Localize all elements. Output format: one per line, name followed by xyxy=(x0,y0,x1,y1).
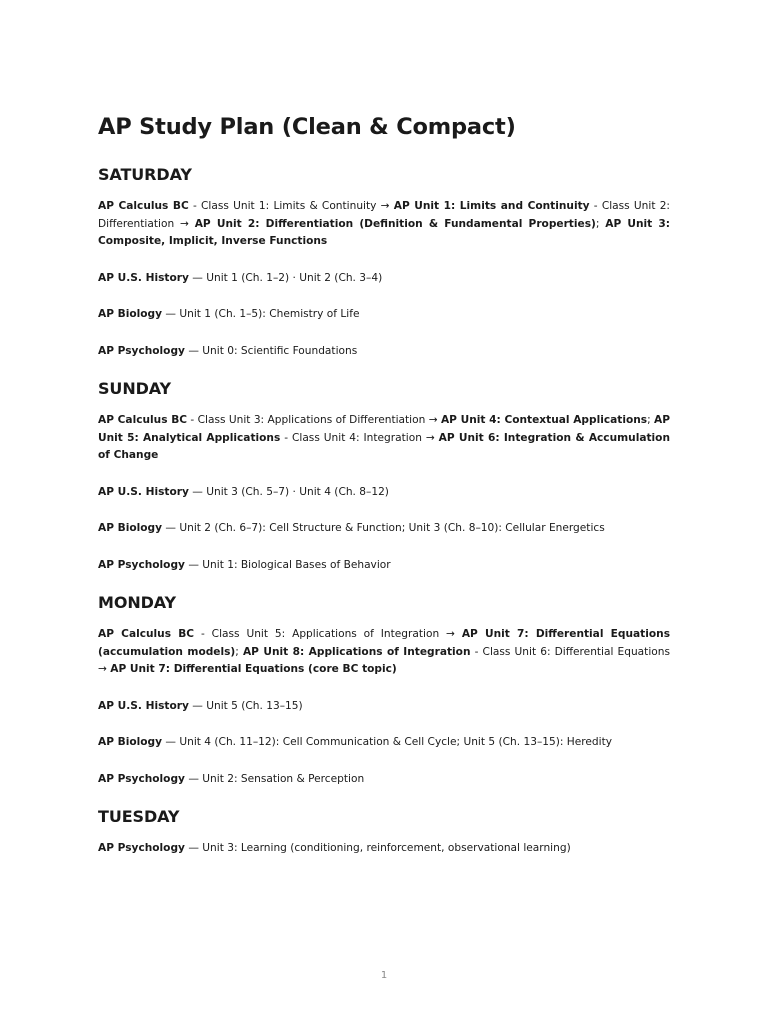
entry-bold-text: AP Unit 6: Integration & Accumulation of Change xyxy=(98,431,670,461)
day-heading: MONDAY xyxy=(98,593,177,612)
entry-bold-text: AP Psychology xyxy=(98,558,185,571)
entry-text: - Class Unit 4: Integration → xyxy=(280,431,439,444)
entry-bold-text: AP Unit 8: Applications of Integration xyxy=(242,645,471,658)
entry-text: ; xyxy=(647,414,655,426)
study-entry xyxy=(98,626,670,679)
entry-bold-text: AP Unit 5: Analytical Applications xyxy=(98,414,671,444)
entry-bold-text: AP Psychology xyxy=(98,344,185,357)
entry-text: - Class Unit 6: Differential Equations → xyxy=(98,645,670,675)
document-title: AP Study Plan (Clean & Compact) xyxy=(98,114,516,140)
study-entry xyxy=(98,484,670,502)
day-sections xyxy=(98,164,670,858)
day-heading: SUNDAY xyxy=(98,379,172,398)
entry-bold-text: AP Biology xyxy=(98,308,163,320)
study-entry xyxy=(98,270,670,288)
entry-text: — Unit 3: Learning (conditioning, reinforcement, observational learning) xyxy=(184,842,571,854)
entry-text: — Unit 1 (Ch. 1–5): Chemistry of Life xyxy=(162,308,360,320)
entry-text: ; xyxy=(595,217,606,230)
study-entry xyxy=(98,557,670,575)
entry-text: — Unit 1: Biological Bases of Behavior xyxy=(184,558,391,571)
study-entry xyxy=(98,412,670,465)
entry-bold-text: AP Unit 1: Limits and Continuity xyxy=(393,200,590,212)
day-section-monday xyxy=(98,592,670,788)
study-entry xyxy=(98,734,670,752)
entry-bold-text: AP Calculus BC xyxy=(98,628,195,640)
day-section-saturday xyxy=(98,164,670,360)
entry-bold-text: AP Unit 7: Differential Equations (accumulation models) xyxy=(98,628,670,658)
day-section-sunday xyxy=(98,378,670,574)
entry-text: - Class Unit 5: Applications of Integration → xyxy=(194,628,462,640)
entry-bold-text: AP Unit 3: Composite, Implicit, Inverse Functions xyxy=(98,217,671,247)
entry-text: — Unit 4 (Ch. 11–12): Cell Communication & Cell Cycle; Unit 5 (Ch. 13–15): Heredity xyxy=(162,736,613,748)
study-entry xyxy=(98,520,670,538)
entry-bold-text: AP U.S. History xyxy=(98,271,189,284)
study-entry xyxy=(98,343,670,361)
study-entry xyxy=(98,306,670,324)
page-number: 1 xyxy=(380,970,388,981)
entry-text: - Class Unit 2: Differentiation → xyxy=(98,200,671,230)
entry-bold-text: AP Unit 4: Contextual Applications xyxy=(440,414,648,426)
entry-bold-text: AP Psychology xyxy=(98,842,185,854)
day-heading: SATURDAY xyxy=(98,165,192,184)
entry-bold-text: AP Calculus BC xyxy=(98,200,189,212)
document-page xyxy=(98,112,670,876)
entry-text: — Unit 2 (Ch. 6–7): Cell Structure & Function; Unit 3 (Ch. 8–10): Cellular Energetics xyxy=(162,522,605,534)
entry-bold-text: AP Calculus BC xyxy=(98,414,188,426)
day-section-tuesday xyxy=(98,806,670,858)
entry-text: — Unit 2: Sensation & Perception xyxy=(184,772,365,785)
entry-text: — Unit 5 (Ch. 13–15) xyxy=(188,699,303,712)
study-entry xyxy=(98,198,670,251)
entry-bold-text: AP Biology xyxy=(98,522,163,534)
entry-text: — Unit 3 (Ch. 5–7) · Unit 4 (Ch. 8–12) xyxy=(188,485,389,498)
entry-text: - Class Unit 1: Limits & Continuity → xyxy=(188,200,394,212)
entry-text: ; xyxy=(235,645,243,658)
entry-bold-text: AP U.S. History xyxy=(98,485,189,498)
entry-bold-text: AP Unit 7: Differential Equations (core BC topic) xyxy=(110,663,397,675)
entry-bold-text: AP Unit 2: Differentiation (Definition & Fundamental Properties) xyxy=(194,217,596,230)
entry-text: — Unit 1 (Ch. 1–2) · Unit 2 (Ch. 3–4) xyxy=(188,271,383,284)
entry-bold-text: AP Psychology xyxy=(98,772,185,785)
entry-bold-text: AP U.S. History xyxy=(98,699,189,712)
study-entry xyxy=(98,840,670,858)
entry-text: - Class Unit 3: Applications of Differentiation → xyxy=(187,414,441,426)
entry-text: — Unit 0: Scientific Foundations xyxy=(184,344,358,357)
study-entry xyxy=(98,698,670,716)
entry-bold-text: AP Biology xyxy=(98,736,163,748)
day-heading: TUESDAY xyxy=(98,807,180,826)
study-entry xyxy=(98,771,670,789)
